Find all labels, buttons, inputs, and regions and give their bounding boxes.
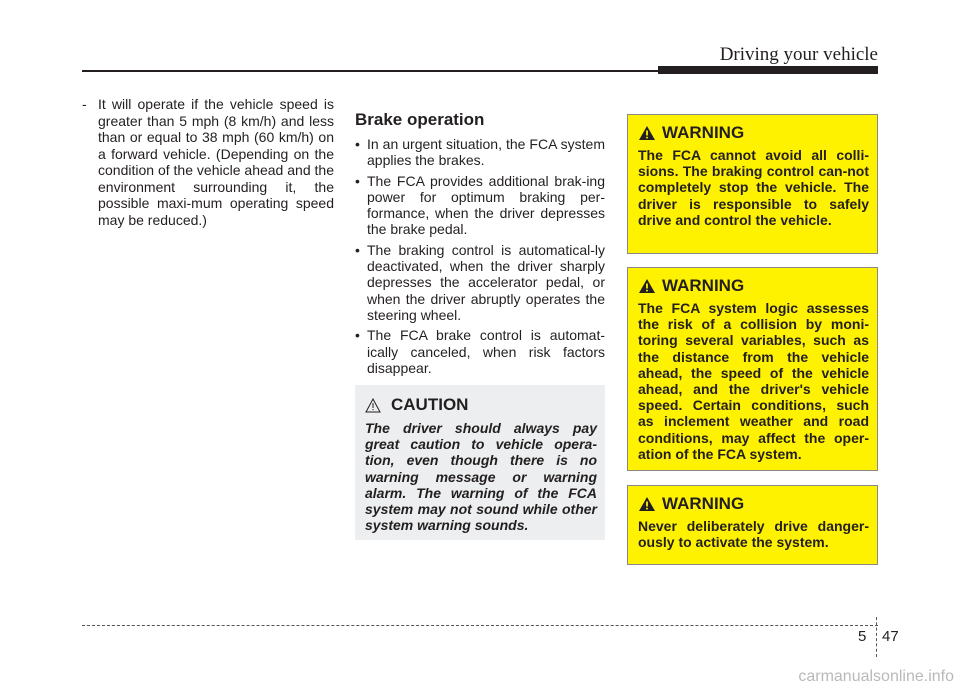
left-column bbox=[82, 96, 334, 228]
speed-condition-text: It will operate if the vehicle speed is greater than 5 mph (8 km/h) and less than or equal to 38 mph (60 km/h) on a forward vehicle. (Depending on the condition of the vehicle ahead and the environment surrounding it, the possible maxi-mum operating speed may be reduced.) bbox=[98, 96, 334, 228]
caution-box bbox=[355, 385, 605, 540]
page-header-title: Driving your vehicle bbox=[719, 44, 878, 65]
caution-title: CAUTION bbox=[391, 395, 469, 414]
warning-triangle-icon bbox=[638, 496, 656, 512]
bullet-marker: • bbox=[355, 172, 360, 189]
bullet-text: In an urgent situation, the FCA system applies the brakes. bbox=[367, 136, 605, 169]
bullet-text: The FCA brake control is automat-ically canceled, when risk factors disappear. bbox=[367, 327, 605, 376]
warning-title: WARNING bbox=[662, 494, 745, 513]
warning-box bbox=[627, 485, 878, 565]
warning-triangle-icon bbox=[638, 125, 656, 141]
caution-triangle-icon bbox=[365, 398, 381, 413]
dash-list-item bbox=[82, 96, 334, 228]
brake-bullet-list bbox=[355, 136, 605, 376]
footer-rule bbox=[82, 625, 878, 626]
dash-marker: - bbox=[82, 96, 87, 112]
warning-text: The FCA system logic assesses the risk of a collision by moni-toring several variables, such as the distance from the vehicle ahead, the speed of the vehicle ahead, and the driver's vehicle speed. Certain conditions, such as inclement weather and road conditions, may affect the oper-ation of the FCA system. bbox=[638, 300, 869, 462]
page-number-separator bbox=[876, 617, 877, 657]
warning-text: Never deliberately drive danger-ously to activate the system. bbox=[638, 518, 869, 551]
bullet-marker: • bbox=[355, 241, 360, 258]
list-item bbox=[355, 242, 605, 323]
warning-header bbox=[638, 276, 869, 296]
brake-operation-section bbox=[355, 110, 605, 380]
warning-header bbox=[638, 494, 869, 514]
caution-header bbox=[365, 395, 597, 415]
bullet-marker: • bbox=[355, 136, 360, 152]
page-number: 47 bbox=[882, 628, 899, 645]
warning-box bbox=[627, 114, 878, 254]
header-rule bbox=[82, 70, 658, 72]
header-rule-thick bbox=[658, 66, 878, 74]
list-item bbox=[355, 136, 605, 169]
bullet-text: The FCA provides additional brak-ing power for optimum braking per-formance, when the driver depresses the brake pedal. bbox=[367, 172, 605, 238]
section-heading: Brake operation bbox=[355, 110, 485, 129]
warning-box bbox=[627, 267, 878, 471]
list-item bbox=[355, 173, 605, 238]
bullet-marker: • bbox=[355, 327, 360, 344]
warning-title: WARNING bbox=[662, 276, 745, 295]
warning-title: WARNING bbox=[662, 123, 745, 142]
watermark: carmanualsonline.info bbox=[798, 668, 954, 685]
warning-triangle-icon bbox=[638, 278, 656, 294]
caution-text: The driver should always pay great caution to vehicle opera-tion, even though there is no warning message or warning alarm. The warning of the FCA system may not sound while other system warning sounds. bbox=[365, 420, 597, 534]
warning-text: The FCA cannot avoid all colli-sions. The braking control can-not completely stop the vehicle. The driver is responsible to safely drive and control the vehicle. bbox=[638, 147, 869, 228]
bullet-text: The braking control is automatical-ly deactivated, when the driver sharply depresses the accelerator pedal, or when the driver abruptly operates the steering wheel. bbox=[367, 241, 605, 323]
chapter-number: 5 bbox=[858, 628, 867, 645]
list-item bbox=[355, 327, 605, 376]
warning-header bbox=[638, 123, 869, 143]
